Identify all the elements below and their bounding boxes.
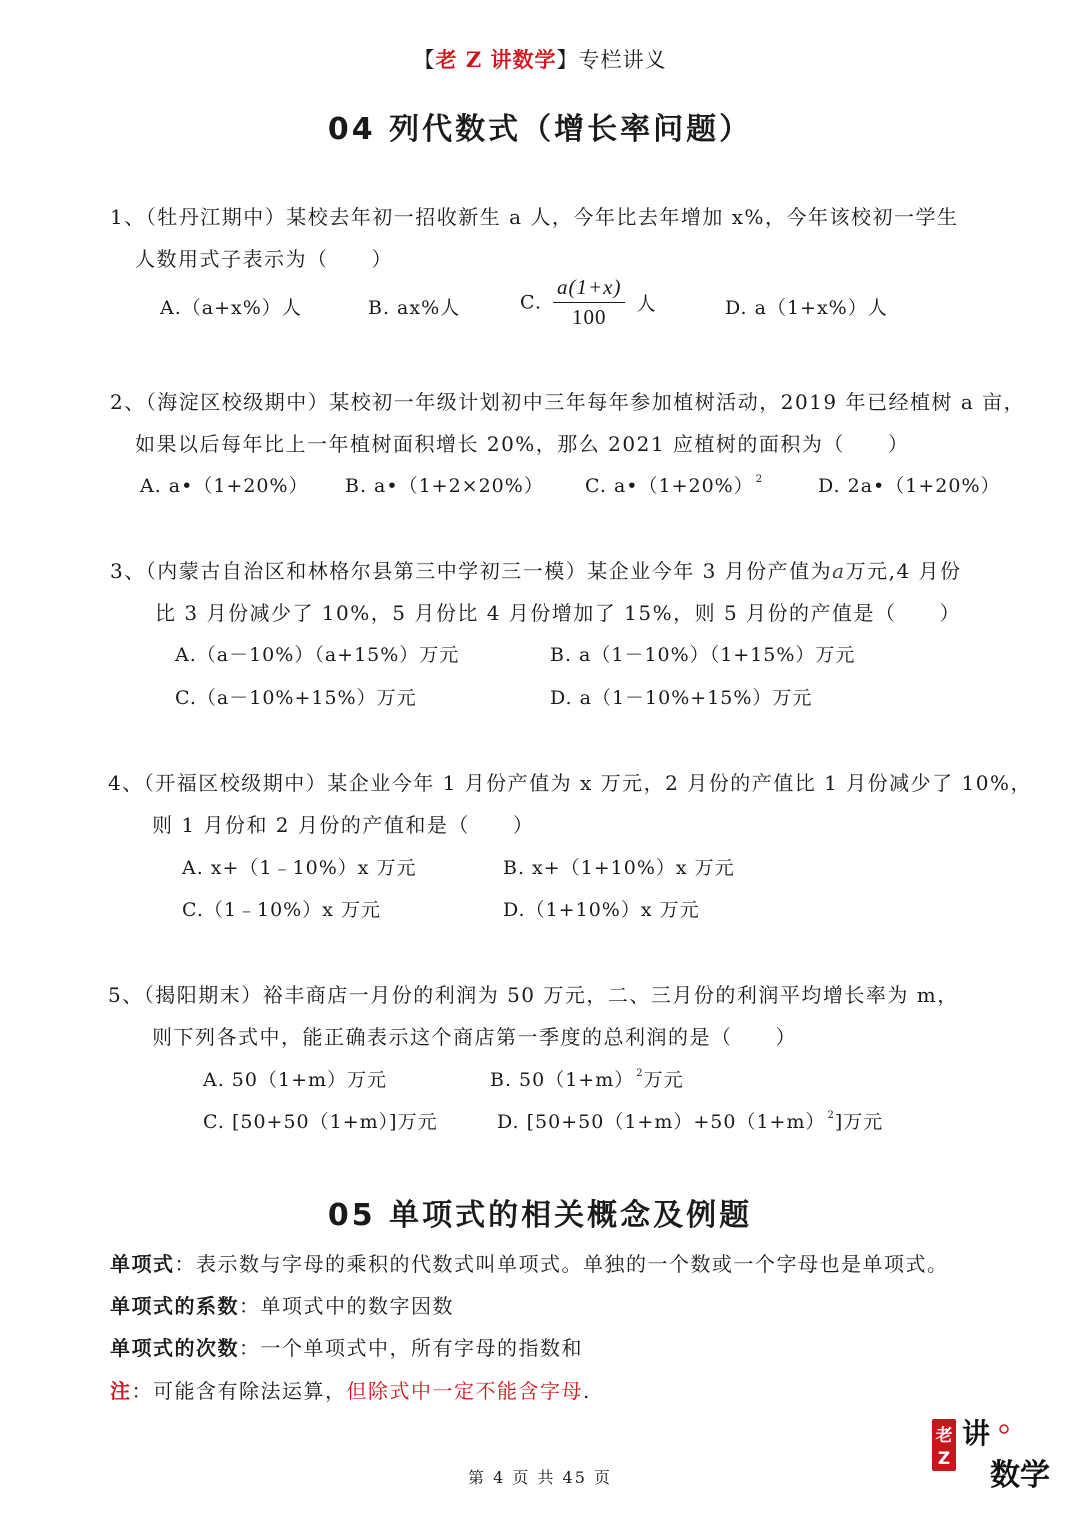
q5-option-d: D. [50+50（1+m）+50（1+m） $^2$]万元: [497, 1110, 884, 1133]
section-title-05: 05 单项式的相关概念及例题: [327, 1198, 753, 1233]
q3-option-a: A.（a－10%）（a+15%）万元: [175, 644, 460, 666]
question-2-line2: 如果以后每年比上一年植树面积增长 20%，那么 2021 应植树的面积为（ ）: [135, 432, 910, 456]
question-5-line2: 则下列各式中，能正确表示这个商店第一季度的总利润的是（ ）: [152, 1025, 797, 1049]
page-number: 第 4 页 共 45 页: [468, 1468, 612, 1487]
fraction: [553, 275, 625, 330]
definition-monomial: 单项式：表示数与字母的乘积的代数式叫单项式。单独的一个数或一个字母也是单项式。: [110, 1252, 949, 1276]
q2-option-d: D. 2a•（1+20%）: [818, 475, 1001, 497]
q1-option-c: C. $\frac{a(1+x)}{100}$ 人: [520, 275, 657, 329]
q4-option-d: D.（1+10%）x 万元: [503, 899, 700, 921]
question-2-line1: 2、（海淀区校级期中）某校初一年级计划初中三年每年参加植树活动，2019 年已经植树 a 亩，: [110, 390, 1026, 414]
q1-option-b: B. ax%人: [368, 297, 461, 319]
q5-option-c: C. [50+50（1+m）]万元: [203, 1111, 438, 1133]
question-3-line1: 3、（内蒙古自治区和林格尔县第三中学初三一模）某企业今年 3 月份产值为a万元,4 月份: [110, 559, 962, 583]
q3-option-d: D. a（1－10%+15%）万元: [550, 687, 813, 709]
section-title-04: 04 列代数式（增长率问题）: [327, 112, 753, 147]
question-3-line2: 比 3 月份减少了 10%，5 月份比 4 月份增加了 15%，则 5 月份的产值是（ ）: [155, 601, 962, 625]
svg-text:老: 老: [935, 1426, 953, 1446]
fraction-denominator: 100: [571, 305, 607, 329]
question-5-line1: 5、（揭阳期末）裕丰商店一月份的利润为 50 万元，二、三月份的利润平均增长率为 m，: [108, 983, 959, 1007]
q3-option-c: C.（a－10%+15%）万元: [175, 687, 417, 709]
svg-text:讲: 讲: [961, 1417, 991, 1450]
svg-text:Z: Z: [937, 1449, 951, 1469]
question-4-line1: 4、（开福区校级期中）某企业今年 1 月份产值为 x 万元，2 月份的产值比 1 月份减少了 10%，: [108, 771, 1032, 795]
question-1-line1: 1、（牡丹江期中）某校去年初一招收新生 a 人，今年比去年增加 x%，今年该校初一学生: [110, 205, 959, 229]
page-header: 【老 Z 讲数学】专栏讲义: [413, 47, 667, 72]
definition-coefficient: 单项式的系数：单项式中的数字因数: [110, 1294, 454, 1318]
svg-text:数学: 数学: [990, 1458, 1050, 1493]
q4-option-b: B. x+（1+10%）x 万元: [503, 857, 735, 879]
fraction-numerator: a(1+x): [553, 275, 625, 303]
q2-option-c: C. a•（1+20%） $^2$: [585, 474, 764, 497]
header-suffix: 专栏讲义: [578, 48, 667, 72]
q4-option-a: A. x+（1﹣10%）x 万元: [182, 857, 417, 879]
q2-option-a: A. a•（1+20%）: [140, 475, 309, 497]
brand-stamp-logo: [930, 1415, 1060, 1495]
brand-name: 老 Z 讲数学: [435, 47, 557, 72]
q4-option-c: C.（1﹣10%）x 万元: [182, 899, 381, 921]
note-text: 注：可能含有除法运算，但除式中一定不能含字母.: [110, 1379, 591, 1403]
q1-option-a: A.（a+x%）人: [160, 297, 302, 319]
question-1-line2: 人数用式子表示为（ ）: [135, 247, 393, 271]
q5-option-b: B. 50（1+m） $^2$万元: [490, 1068, 684, 1091]
q1-option-d: D. a（1+x%）人: [725, 297, 888, 319]
q3-option-b: B. a（1－10%）（1+15%）万元: [550, 644, 856, 666]
q2-option-b: B. a•（1+2×20%）: [345, 475, 544, 497]
question-4-line2: 则 1 月份和 2 月份的产值和是（ ）: [152, 813, 535, 837]
q5-option-a: A. 50（1+m）万元: [203, 1069, 388, 1091]
definition-degree: 单项式的次数：一个单项式中，所有字母的指数和: [110, 1336, 583, 1360]
